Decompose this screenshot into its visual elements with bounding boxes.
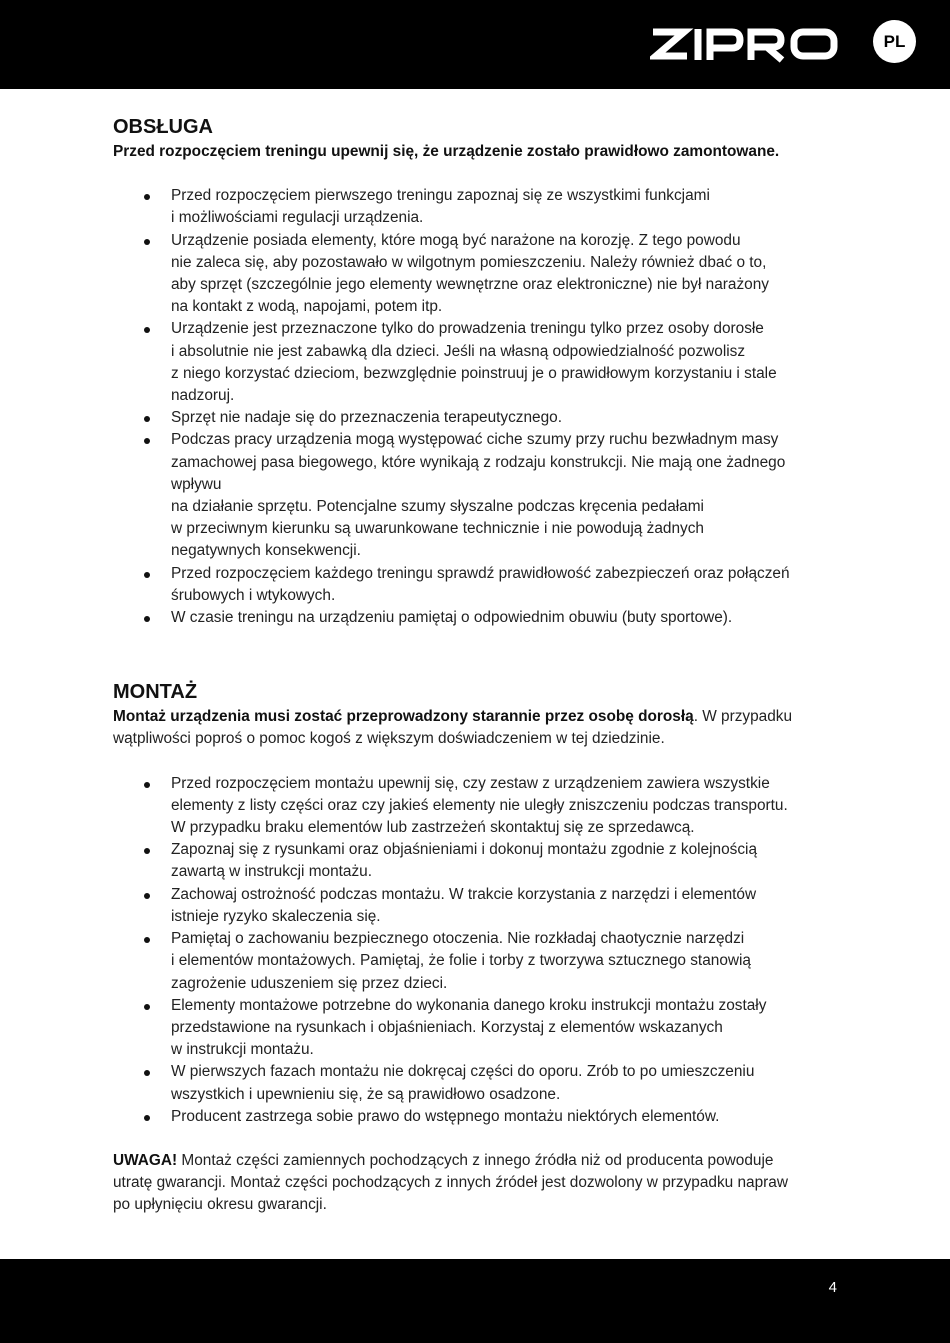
list-item-line: zawartą w instrukcji montażu.	[171, 863, 373, 881]
list-item-line: Podczas pracy urządzenia mogą występować ciche szumy przy ruchu bezwładnym masy	[171, 431, 779, 449]
instruction-list	[113, 185, 843, 629]
list-item-line: istnieje ryzyko skaleczenia się.	[171, 907, 381, 925]
list-item	[113, 185, 843, 229]
list-item-line: Urządzenie jest przeznaczone tylko do prowadzenia treningu tylko przez osoby dorosłe	[171, 320, 764, 338]
list-item-line: na kontakt z wodą, napojami, potem itp.	[171, 298, 443, 316]
section-montaz	[113, 679, 843, 1216]
list-item	[113, 995, 843, 1062]
list-item	[113, 884, 843, 928]
section-lead-text: wątpliwości poproś o pomoc kogoś z większym doświadczeniem w tej dziedzinie.	[113, 730, 665, 748]
list-item	[113, 607, 843, 629]
list-item-line: Zachowaj ostrożność podczas montażu. W trakcie korzystania z narzędzi i elementów	[171, 885, 757, 903]
page-header	[0, 0, 950, 89]
list-item-line: zagrożenie uduszeniem się przez dzieci.	[171, 974, 448, 992]
section-lead-bold: Montaż urządzenia musi zostać przeprowadzony starannie przez osobę dorosłą	[113, 708, 694, 726]
list-item-line: i absolutnie nie jest zabawką dla dzieci. Jeśli na własną odpowiedzialność pozwolisz	[171, 342, 746, 360]
section-title: MONTAŻ	[113, 681, 198, 704]
list-item-line: na działanie sprzętu. Potencjalne szumy słyszalne podczas kręcenia pedałami	[171, 498, 704, 516]
warning-text: Montaż części zamiennych pochodzących z innego źródła niż od producenta powoduje	[177, 1151, 774, 1169]
section-title: OBSŁUGA	[113, 116, 213, 138]
warning-note	[113, 1150, 843, 1217]
list-item-line: Urządzenie posiada elementy, które mogą być narażone na korozję. Z tego powodu	[171, 231, 741, 249]
page-number: 4	[828, 1279, 837, 1296]
list-item	[113, 1106, 843, 1128]
list-item-line: i elementów montażowych. Pamiętaj, że folie i torby z tworzywa sztucznego stanowią	[171, 952, 751, 970]
list-item-line: wszystkich i upewnieniu się, że są prawidłowo osadzone.	[171, 1085, 561, 1103]
list-item-line: Producent zastrzega sobie prawo do wstępnego montażu niektórych elementów.	[171, 1107, 720, 1125]
list-item	[113, 429, 843, 562]
list-item	[113, 318, 843, 407]
list-item-line: Sprzęt nie nadaje się do przeznaczenia terapeutycznego.	[171, 409, 563, 427]
section-lead-text: . W przypadku	[693, 708, 793, 726]
warning-text: po upłynięciu okresu gwarancji.	[113, 1196, 327, 1214]
list-item-line: w przeciwnym kierunku są uwarunkowane technicznie i nie powodują żadnych	[171, 520, 704, 538]
list-item-line: Elementy montażowe potrzebne do wykonania danego kroku instrukcji montażu zostały	[171, 996, 767, 1014]
list-item-line: Zapoznaj się z rysunkami oraz objaśnieniami i dokonuj montażu zgodnie z kolejnością	[171, 841, 758, 859]
list-item-line: W pierwszych fazach montażu nie dokręcaj części do oporu. Zrób to po umieszczeniu	[171, 1063, 755, 1081]
list-item	[113, 563, 843, 607]
warning-text: utratę gwarancji. Montaż części pochodzących z innych źródeł jest dozwolony w przypadku napraw	[113, 1174, 788, 1192]
list-item-line: i możliwościami regulacji urządzenia.	[171, 209, 424, 227]
list-item	[113, 230, 843, 319]
list-item-line: negatywnych konsekwencji.	[171, 542, 361, 560]
list-item-line: aby sprzęt (szczególnie jego elementy wewnętrzne oraz elektroniczne) nie był narażony	[171, 276, 769, 294]
instruction-list	[113, 773, 843, 1128]
zipro-logo	[650, 20, 840, 66]
list-item-line: Przed rozpoczęciem każdego treningu sprawdź prawidłowość zabezpieczeń oraz połączeń	[171, 564, 790, 582]
language-badge: PL	[873, 20, 916, 63]
list-item-line: śrubowych i wtykowych.	[171, 586, 336, 604]
list-item-line: Przed rozpoczęciem pierwszego treningu zapoznaj się ze wszystkimi funkcjami	[171, 187, 710, 205]
list-item-line: nadzoruj.	[171, 387, 235, 405]
section-lead: Przed rozpoczęciem treningu upewnij się, że urządzenie zostało prawidłowo zamontowane.	[113, 143, 780, 160]
list-item	[113, 407, 843, 429]
list-item-line: w instrukcji montażu.	[171, 1041, 314, 1059]
list-item-line: W przypadku braku elementów lub zastrzeżeń skontaktuj się ze sprzedawcą.	[171, 819, 695, 837]
list-item	[113, 773, 843, 840]
list-item-line: z niego korzystać dzieciom, bezwzględnie poinstruuj je o prawidłowym korzystaniu i stale	[171, 364, 777, 382]
list-item-line: elementy z listy części oraz czy jakieś elementy nie uległy zniszczeniu podczas transportu.	[171, 796, 788, 814]
list-item-line: Pamiętaj o zachowaniu bezpiecznego otoczenia. Nie rozkładaj chaotycznie narzędzi	[171, 930, 745, 948]
page-footer	[0, 1259, 950, 1343]
section-lead	[113, 706, 843, 750]
list-item-line: W czasie treningu na urządzeniu pamiętaj o odpowiednim obuwiu (buty sportowe).	[171, 609, 733, 627]
list-item-line: nie zaleca się, aby pozostawało w wilgotnym pomieszczeniu. Należy również dbać o to,	[171, 253, 767, 271]
warning-label: UWAGA!	[113, 1151, 178, 1169]
list-item-line: Przed rozpoczęciem montażu upewnij się, czy zestaw z urządzeniem zawiera wszystkie	[171, 774, 770, 792]
list-item-line: zamachowej pasa biegowego, które wynikają z rodzaju konstrukcji. Nie mają one żadnego	[171, 453, 786, 471]
list-item	[113, 839, 843, 883]
document-body	[113, 114, 843, 1217]
section-obsluga	[113, 114, 843, 629]
list-item	[113, 928, 843, 995]
list-item-line: wpływu	[171, 475, 222, 493]
list-item-line: przedstawione na rysunkach i objaśnieniach. Korzystaj z elementów wskazanych	[171, 1018, 723, 1036]
list-item	[113, 1061, 843, 1105]
